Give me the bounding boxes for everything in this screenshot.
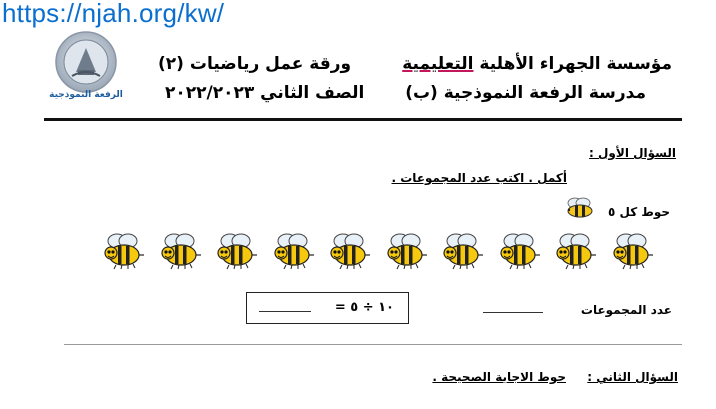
bee-icon[interactable] (552, 231, 598, 271)
bee-icon[interactable] (609, 231, 655, 271)
section-divider (64, 344, 682, 345)
question2-instruction: حوط الاجابة الصحيحة . (432, 370, 566, 384)
bee-icon[interactable] (383, 231, 429, 271)
bee-icon (563, 197, 597, 219)
bee-icon[interactable] (213, 231, 259, 271)
logo-caption: الرفعة النموذجية (49, 90, 123, 100)
grade-year: الصف الثاني ٢٠٢٢/٢٠٢٣ (165, 83, 365, 103)
bee-icon[interactable] (326, 231, 372, 271)
worksheet-title: ورقة عمل رياضيات (٢) (158, 54, 352, 74)
bee-icon[interactable] (496, 231, 542, 271)
school-name: مدرسة الرفعة النموذجية (ب) (405, 83, 646, 103)
equation-text: ١٠ ÷ ٥ = (334, 300, 394, 315)
bee-icon[interactable] (100, 231, 146, 271)
bee-icon[interactable] (439, 231, 485, 271)
circle-each-label: حوط كل ٥ (607, 205, 670, 219)
question1-title: السؤال الأول : (589, 146, 676, 160)
groups-count-label: عدد المجموعات (580, 303, 672, 317)
equation-box (246, 292, 409, 324)
bees-row (100, 231, 660, 271)
bee-icon[interactable] (270, 231, 316, 271)
question1-instruction: أكمل . اكتب عدد المجموعات . (391, 171, 567, 185)
question2-title: السؤال الثاني : (587, 370, 678, 384)
bee-icon[interactable] (157, 231, 203, 271)
groups-count-blank[interactable] (483, 312, 543, 313)
organization-name-underlined: التعليمية (402, 54, 474, 74)
equation-answer-blank[interactable] (259, 311, 311, 312)
organization-name-prefix: مؤسسة الجهراء الأهلية (473, 54, 672, 74)
header-divider (44, 118, 682, 121)
organization-name (402, 54, 672, 74)
url-watermark[interactable]: https://njah.org/kw/ (2, 0, 225, 28)
